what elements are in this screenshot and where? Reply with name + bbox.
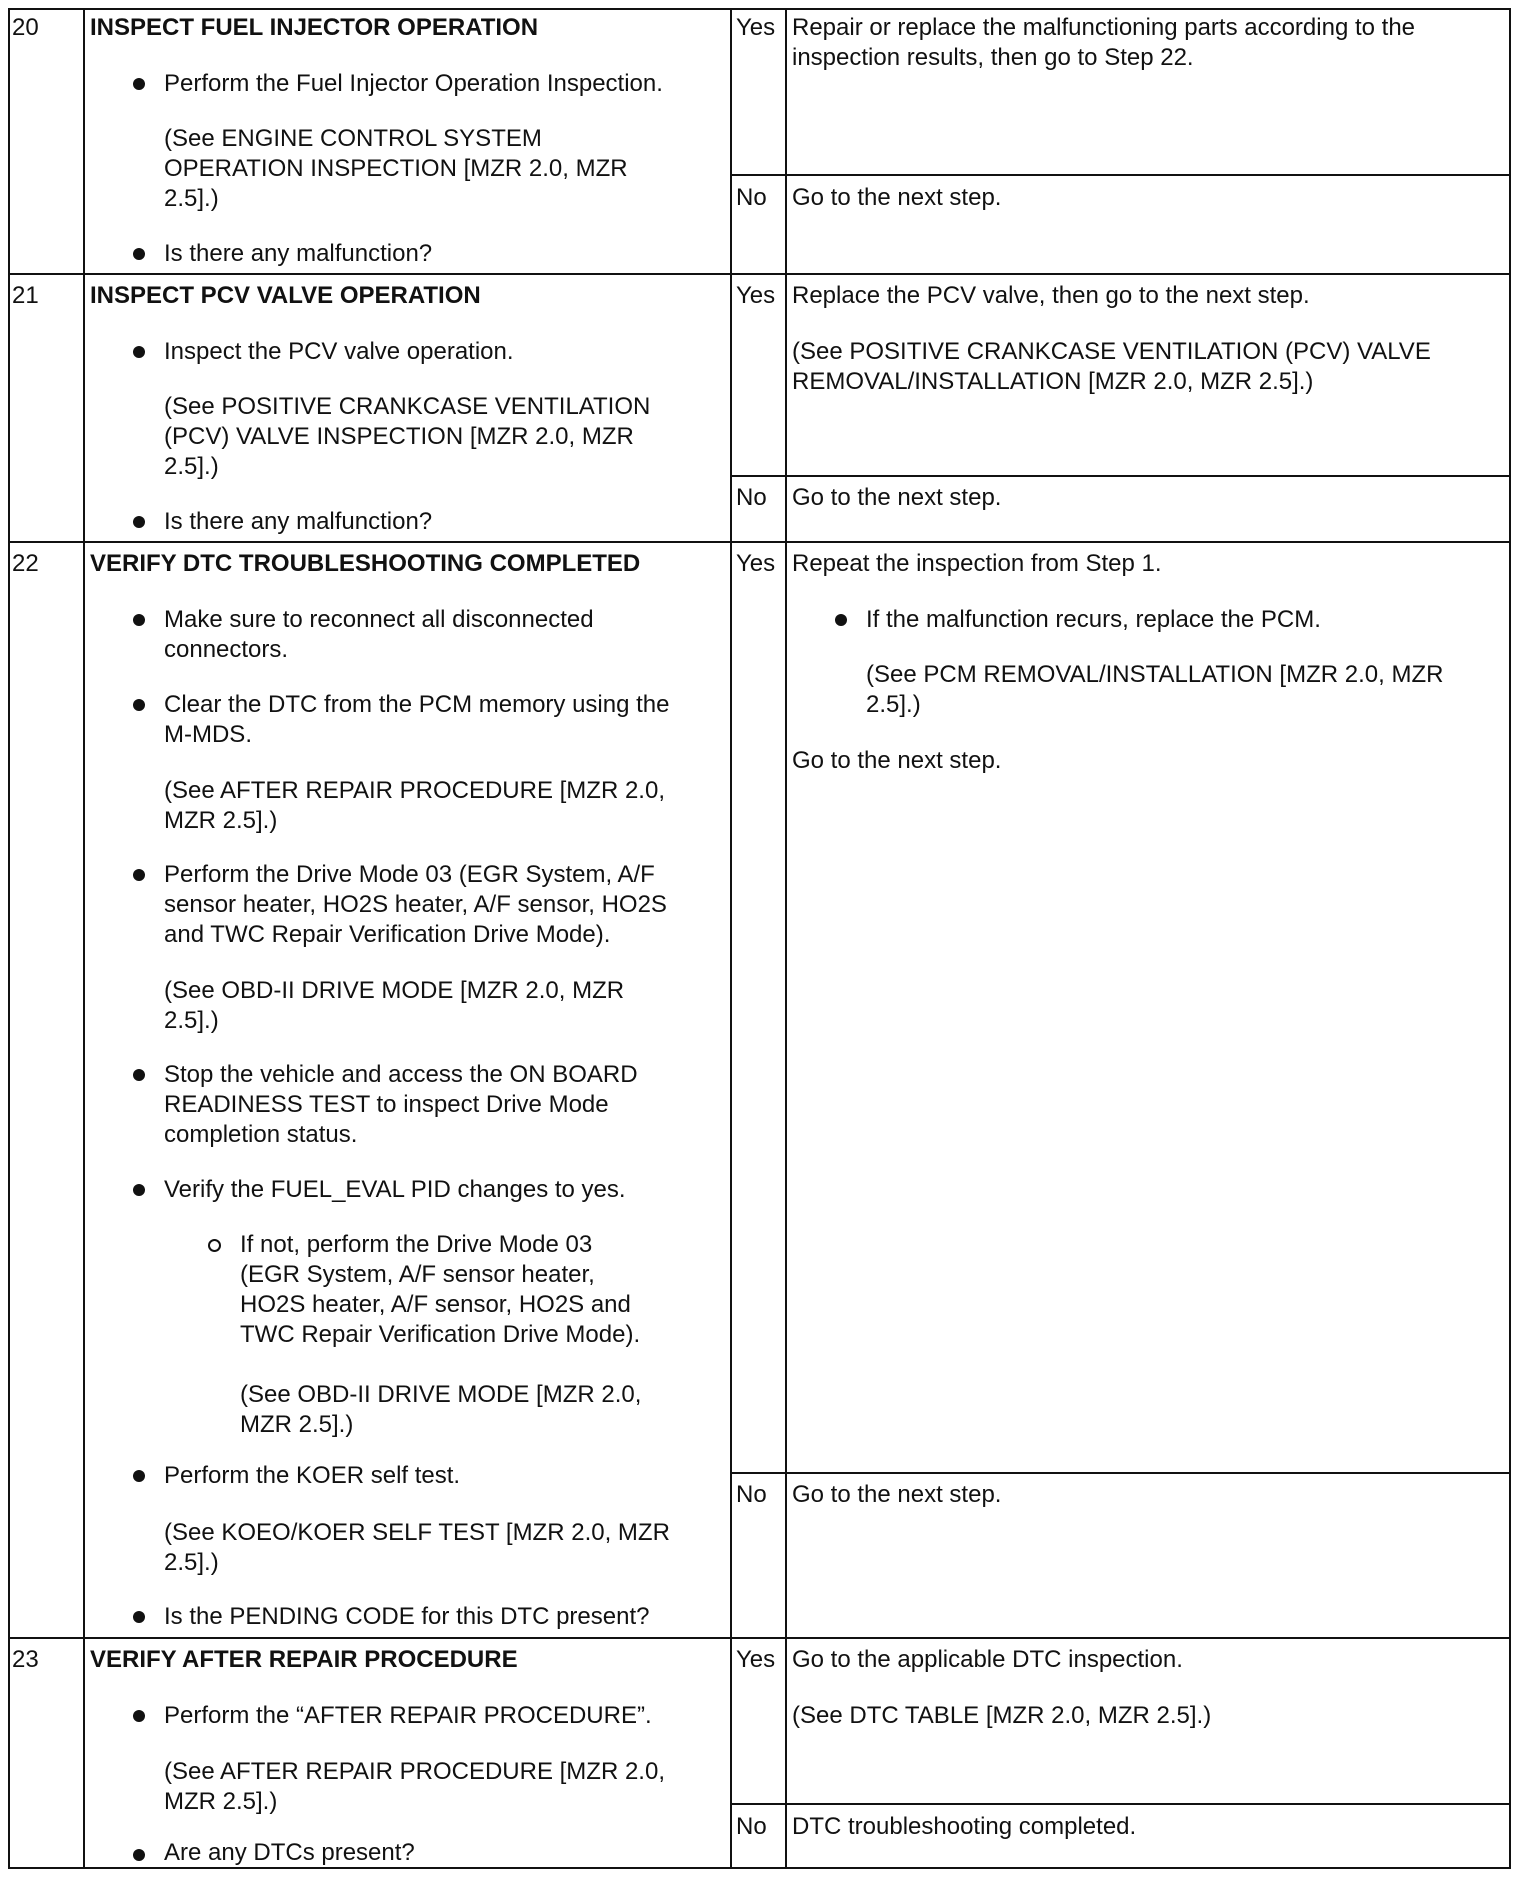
bullet-text: M-MDS. [164, 721, 252, 748]
bullet-icon [133, 1184, 145, 1196]
yes-label: Yes [736, 550, 776, 577]
bullet-text: Stop the vehicle and access the ON BOARD [164, 1061, 638, 1088]
no-result: DTC troubleshooting completed. [792, 1813, 1137, 1840]
reference-text: (See OBD-II DRIVE MODE [MZR 2.0, [240, 1381, 642, 1408]
column-divider-result [785, 8, 787, 1869]
reference-text: (See AFTER REPAIR PROCEDURE [MZR 2.0, [164, 1758, 665, 1785]
no-label: No [736, 484, 767, 511]
step-number: 22 [12, 550, 39, 577]
no-label: No [736, 1481, 767, 1508]
row-divider [8, 541, 1511, 543]
bullet-text: and TWC Repair Verification Drive Mode). [164, 921, 611, 948]
reference-text: 2.5].) [164, 1549, 219, 1576]
bullet-icon [133, 516, 145, 528]
no-result: Go to the next step. [792, 1481, 1002, 1508]
yes-label: Yes [736, 1646, 776, 1673]
bullet-text: Inspect the PCV valve operation. [164, 338, 514, 365]
step-title: INSPECT PCV VALVE OPERATION [90, 282, 481, 309]
reference-text: (See POSITIVE CRANKCASE VENTILATION [164, 393, 651, 420]
step-title: INSPECT FUEL INJECTOR OPERATION [90, 14, 539, 41]
yes-no-divider [730, 174, 1511, 176]
bullet-icon [133, 248, 145, 260]
yes-next-step: Go to the next step. [792, 747, 1002, 774]
reference-text: (See AFTER REPAIR PROCEDURE [MZR 2.0, [164, 777, 665, 804]
yes-label: Yes [736, 14, 776, 41]
reference-text: (See ENGINE CONTROL SYSTEM [164, 125, 542, 152]
reference-text: MZR 2.5].) [164, 1788, 278, 1815]
column-divider-step [83, 8, 85, 1869]
sub-bullet-icon [208, 1239, 221, 1252]
bullet-icon [133, 1710, 145, 1722]
yes-no-divider [730, 1803, 1511, 1805]
yes-reference: (See POSITIVE CRANKCASE VENTILATION (PCV) VALVE [792, 338, 1431, 365]
bullet-text: Perform the Fuel Injector Operation Inspection. [164, 70, 663, 97]
no-result: Go to the next step. [792, 484, 1002, 511]
bullet-icon [133, 614, 145, 626]
sub-bullet-text: (EGR System, A/F sensor heater, [240, 1261, 595, 1288]
row-divider [8, 273, 1511, 275]
step-number: 23 [12, 1646, 39, 1673]
reference-text: (See KOEO/KOER SELF TEST [MZR 2.0, MZR [164, 1519, 670, 1546]
yes-reference: REMOVAL/INSTALLATION [MZR 2.0, MZR 2.5].) [792, 368, 1314, 395]
yes-no-divider [730, 1472, 1511, 1474]
no-result: Go to the next step. [792, 184, 1002, 211]
table-border-top [8, 8, 1511, 10]
bullet-icon [133, 1470, 145, 1482]
bullet-text: Is the PENDING CODE for this DTC present? [164, 1603, 650, 1630]
bullet-icon [133, 869, 145, 881]
bullet-text: Perform the Drive Mode 03 (EGR System, A/F [164, 861, 655, 888]
bullet-text: sensor heater, HO2S heater, A/F sensor, HO2S [164, 891, 667, 918]
bullet-icon [133, 699, 145, 711]
yes-result: Go to the applicable DTC inspection. [792, 1646, 1183, 1673]
reference-text: (See OBD-II DRIVE MODE [MZR 2.0, MZR [164, 977, 625, 1004]
no-label: No [736, 184, 767, 211]
yes-result: Replace the PCV valve, then go to the next step. [792, 282, 1310, 309]
no-label: No [736, 1813, 767, 1840]
step-title: VERIFY DTC TROUBLESHOOTING COMPLETED [90, 550, 641, 577]
yes-reference: (See PCM REMOVAL/INSTALLATION [MZR 2.0, MZR [866, 661, 1444, 688]
table-border-right [1509, 8, 1511, 1869]
bullet-text: Clear the DTC from the PCM memory using the [164, 691, 670, 718]
bullet-text: Verify the FUEL_EVAL PID changes to yes. [164, 1176, 626, 1203]
yes-result: Repeat the inspection from Step 1. [792, 550, 1162, 577]
step-number: 20 [12, 14, 39, 41]
bullet-text: Are any DTCs present? [164, 1839, 415, 1866]
yes-result: Repair or replace the malfunctioning parts according to the [792, 14, 1416, 41]
reference-text: 2.5].) [164, 185, 219, 212]
sub-bullet-text: HO2S heater, A/F sensor, HO2S and [240, 1291, 631, 1318]
yes-reference: (See DTC TABLE [MZR 2.0, MZR 2.5].) [792, 1702, 1212, 1729]
reference-text: 2.5].) [164, 453, 219, 480]
bullet-text: Perform the “AFTER REPAIR PROCEDURE”. [164, 1702, 652, 1729]
bullet-icon [133, 1069, 145, 1081]
column-divider-action [730, 8, 732, 1869]
bullet-icon [133, 346, 145, 358]
yes-reference: 2.5].) [866, 691, 921, 718]
bullet-text: Make sure to reconnect all disconnected [164, 606, 594, 633]
bullet-text: Is there any malfunction? [164, 240, 433, 267]
yes-bullet-text: If the malfunction recurs, replace the PCM. [866, 606, 1321, 633]
reference-text: OPERATION INSPECTION [MZR 2.0, MZR [164, 155, 628, 182]
bullet-icon [835, 614, 847, 626]
sub-bullet-text: TWC Repair Verification Drive Mode). [240, 1321, 641, 1348]
bullet-text: Perform the KOER self test. [164, 1462, 461, 1489]
step-number: 21 [12, 282, 39, 309]
bullet-text: READINESS TEST to inspect Drive Mode [164, 1091, 609, 1118]
row-divider [8, 1637, 1511, 1639]
reference-text: (PCV) VALVE INSPECTION [MZR 2.0, MZR [164, 423, 634, 450]
bullet-text: connectors. [164, 636, 289, 663]
table-border-left [8, 8, 10, 1869]
reference-text: 2.5].) [164, 1007, 219, 1034]
bullet-icon [133, 1611, 145, 1623]
yes-result: inspection results, then go to Step 22. [792, 44, 1194, 71]
yes-no-divider [730, 475, 1511, 477]
reference-text: MZR 2.5].) [164, 807, 278, 834]
bullet-text: Is there any malfunction? [164, 508, 433, 535]
reference-text: MZR 2.5].) [240, 1411, 354, 1438]
bullet-text: completion status. [164, 1121, 358, 1148]
step-title: VERIFY AFTER REPAIR PROCEDURE [90, 1646, 518, 1673]
bullet-icon [133, 78, 145, 90]
yes-label: Yes [736, 282, 776, 309]
bullet-icon [133, 1849, 145, 1861]
sub-bullet-text: If not, perform the Drive Mode 03 [240, 1231, 593, 1258]
